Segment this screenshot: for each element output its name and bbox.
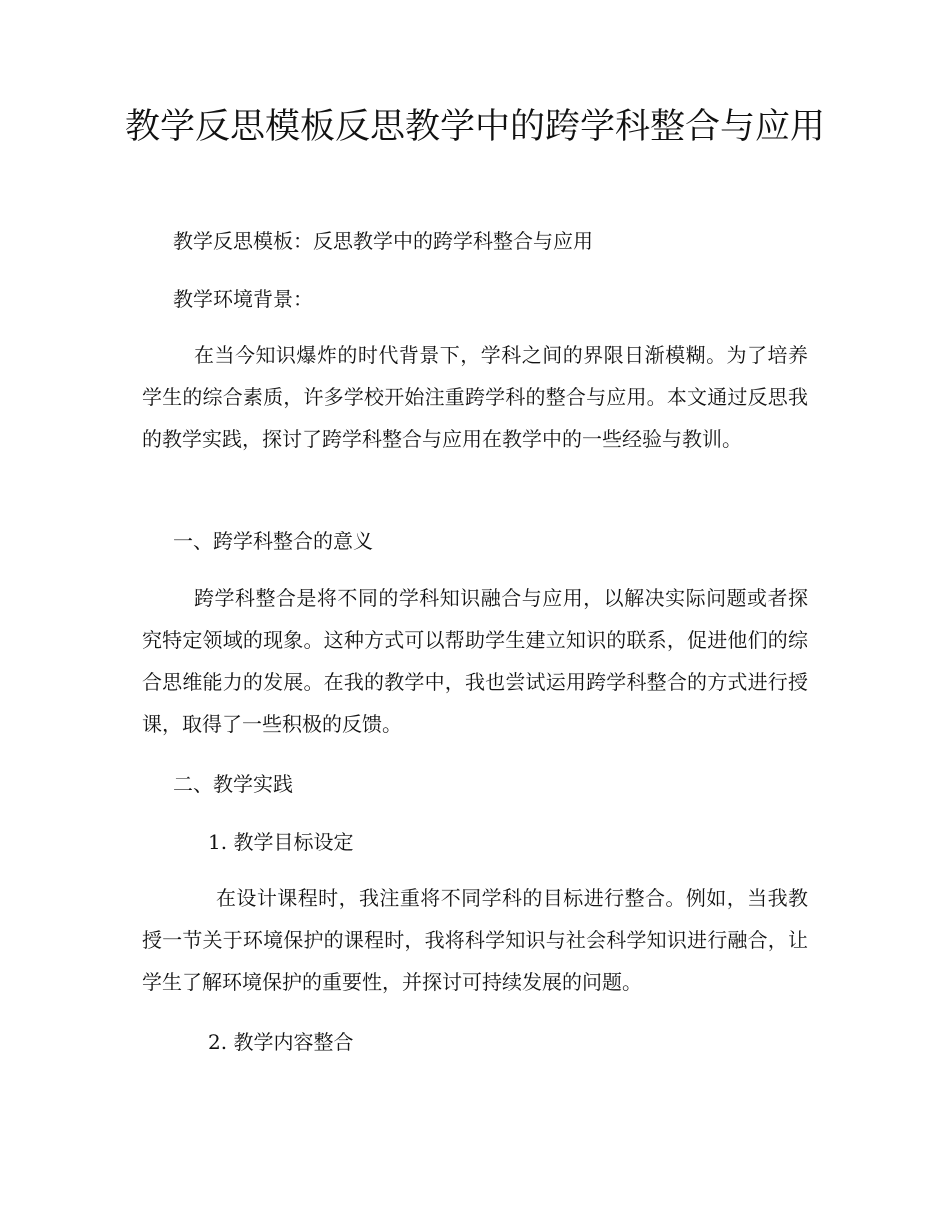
section1-heading: 一、跨学科整合的意义 [173,529,373,553]
subsection1-paragraph: 在设计课程时，我注重将不同学科的目标进行整合。例如，当我教授一节关于环境保护的课程时，我将科学知识与社会科学知识进行融合，让学生了解环境保护的重要性，并探讨可持续发展的问题。 [142,886,808,994]
subsection1-heading: 1. 教学目标设定 [208,830,354,854]
background-heading: 教学环境背景： [173,287,313,311]
document-subtitle: 教学反思模板：反思教学中的跨学科整合与应用 [173,229,593,253]
section1-paragraph: 跨学科整合是将不同的学科知识融合与应用，以解决实际问题或者探究特定领域的现象。这种方式可以帮助学生建立知识的联系，促进他们的综合思维能力的发展。在我的教学中，我也尝试运用跨学科整合的方式进行授课，取得了一些积极的反馈。 [142,586,808,736]
section2-heading: 二、教学实践 [173,772,293,796]
subsection2-heading: 2. 教学内容整合 [208,1030,354,1054]
document-title: 教学反思模板反思教学中的跨学科整合与应用 [124,107,825,147]
background-paragraph: 在当今知识爆炸的时代背景下，学科之间的界限日渐模糊。为了培养学生的综合素质，许多学校开始注重跨学科的整合与应用。本文通过反思我的教学实践，探讨了跨学科整合与应用在教学中的一些经验与教训。 [142,343,808,451]
